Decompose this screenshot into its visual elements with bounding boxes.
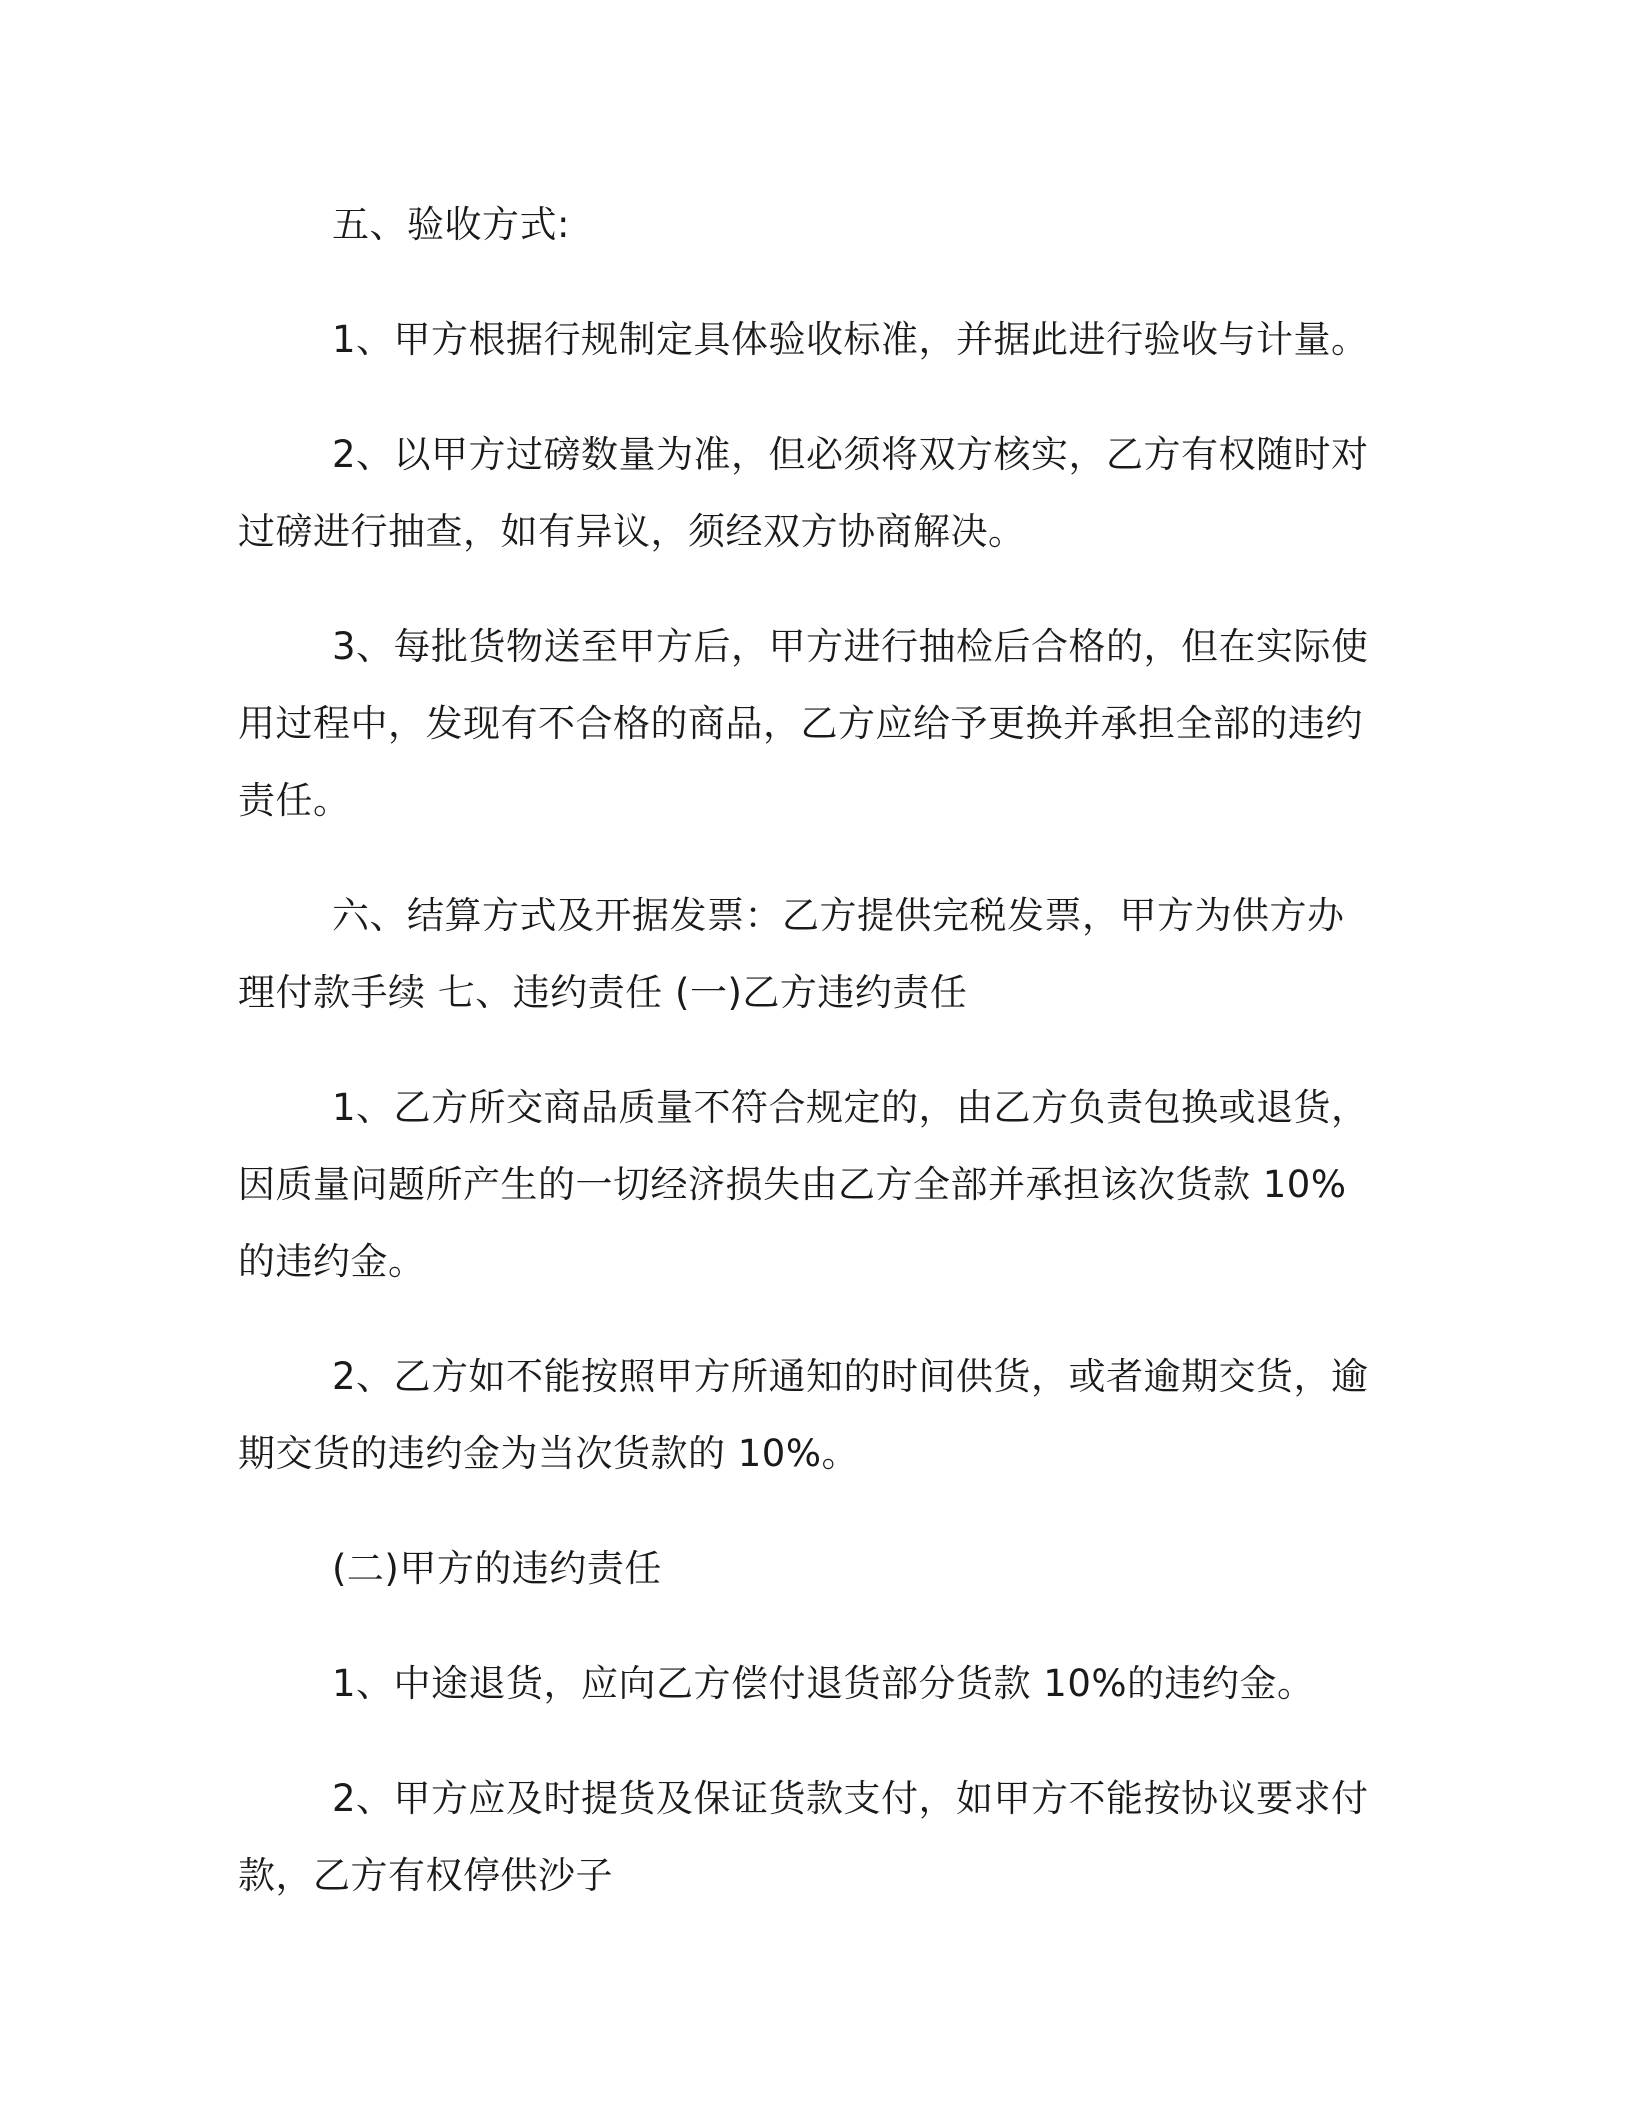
section-heading-settlement: 六、结算方式及开据发票：乙方提供完税发票，甲方为供方办理付款手续 七、违约责任 (一)乙方违约责任: [238, 894, 1345, 1014]
acceptance-clause-3: 3、每批货物送至甲方后，甲方进行抽检后合格的，但在实际使用过程中，发现有不合格的商品，乙方应给予更换并承担全部的违约责任。: [238, 625, 1369, 822]
party-b-breach-clause-1: 1、乙方所交商品质量不符合规定的，由乙方负责包换或退货，因质量问题所产生的一切经济损失由乙方全部并承担该次货款 10%的违约金。: [238, 1086, 1369, 1283]
acceptance-clause-1: 1、甲方根据行规制定具体验收标准，并据此进行验收与计量。: [332, 318, 1369, 361]
party-a-breach-clause-2: 2、甲方应及时提货及保证货款支付，如甲方不能按协议要求付款，乙方有权停供沙子: [238, 1777, 1369, 1897]
document-body: [238, 186, 1378, 1952]
party-b-breach-clause-2: 2、乙方如不能按照甲方所通知的时间供货，或者逾期交货，逾期交货的违约金为当次货款的 10%。: [238, 1355, 1369, 1475]
acceptance-clause-2: 2、以甲方过磅数量为准，但必须将双方核实，乙方有权随时对过磅进行抽查，如有异议，须经双方协商解决。: [238, 433, 1369, 553]
section-heading-acceptance: 五、验收方式:: [332, 203, 570, 246]
party-a-breach-clause-1: 1、中途退货，应向乙方偿付退货部分货款 10%的违约金。: [332, 1662, 1315, 1705]
section-heading-party-a-breach: (二)甲方的违约责任: [332, 1547, 662, 1590]
